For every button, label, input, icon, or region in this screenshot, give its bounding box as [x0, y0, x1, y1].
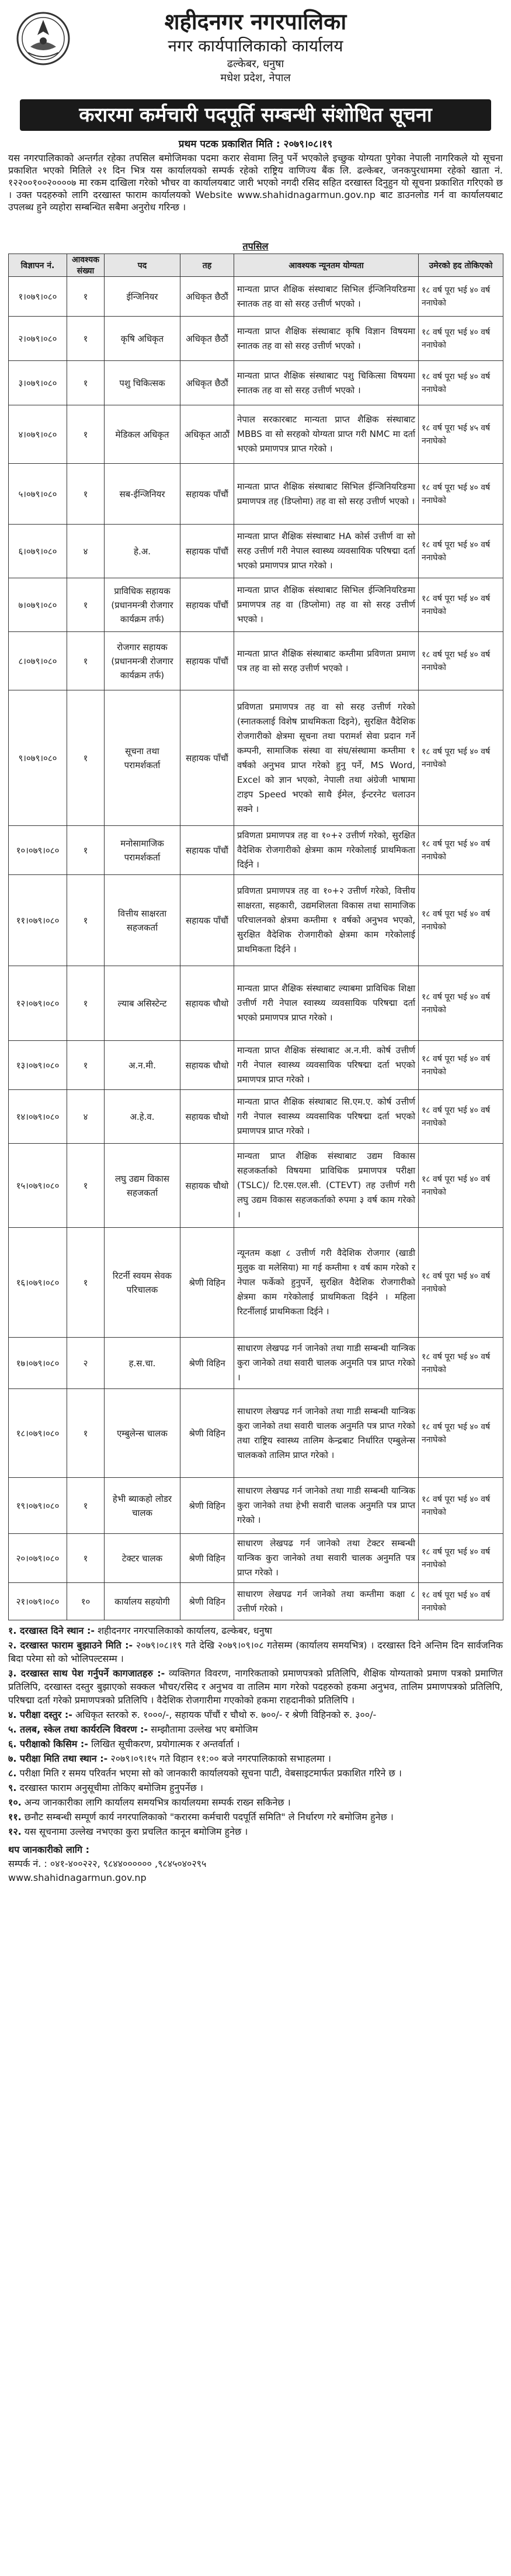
table-row: [9, 277, 503, 317]
condition-text: अन्य जानकारीका लागि कार्यालय समयभित्र कार्यालयमा सम्पर्क राख्न सकिनेछ ।: [21, 1797, 291, 1808]
office-name: नगर कार्यपालिकाको कार्यालय: [168, 36, 343, 55]
qualification-cell: मान्यता प्राप्त शैक्षिक संस्थाबाट सिभिल ईन्जिनियरिङमा स्नातक तह वा सो सरह उत्तीर्ण भएको ।: [234, 277, 419, 317]
header-cell: आवश्यक न्यूनतम योग्यता: [234, 254, 419, 277]
table-row: [9, 525, 503, 578]
qualification-cell: नेपाल सरकारबाट मान्यता प्राप्त शैक्षिक संस्थाबाट MBBS वा सो सरहको योग्यता प्राप्त गरी NMC मा दर्ता भएको प्रमाणपत्र प्राप्त गरेको ।: [234, 405, 419, 464]
post-cell: मनोसामाजिक परामर्शकर्ता: [105, 826, 180, 875]
qualification-cell: प्रविणता प्रमाणपत्र तह वा सो सरह उत्तीर्ण गरेको (स्नातकलाई विशेष प्राथमिकता दिइने), सुरक्षित वैदेशिक रोजगारीको क्षेत्रमा सूचना तथा परामर्श सेवा प्रदान गर्ने कम्पनी, सामाजिक संस्था वा संघ/संस्थामा कम्तीमा १ वर्षको अनुभव प्राप्त गरेको हुनु पर्ने, MS Word, Excel को ज्ञान भएको, नेपाली तथा अंग्रेजी भाषामा टाइप Speed भएको साथै ईमेल, ईन्टरनेट चलाउन सक्ने ।: [234, 690, 419, 826]
age-limit-cell: १८ वर्ष पूरा भई ४० वर्ष ननाघेको: [419, 1583, 503, 1620]
age-limit-cell: १८ वर्ष पूरा भई ४० वर्ष ननाघेको: [419, 525, 503, 578]
age-limit-cell: १८ वर्ष पूरा भई ४० वर्ष ननाघेको: [419, 277, 503, 317]
level-cell: सहायक पाँचौं: [180, 875, 234, 966]
condition-label: १०.: [8, 1797, 22, 1808]
level-cell: अधिकृत छैठौं: [180, 361, 234, 405]
table-row: [9, 1389, 503, 1478]
ad-number-cell: ६।०७९।०८०: [9, 525, 67, 578]
age-limit-cell: १८ वर्ष पूरा भई ४० वर्ष ननाघेको: [419, 1041, 503, 1090]
qualification-cell: मान्यता प्राप्त शैक्षिक संस्थाबाट कम्तीमा प्रविणता प्रमाण पत्र तह वा सो सरह उत्तीर्ण भएको ।: [234, 632, 419, 690]
condition-item: [8, 1825, 503, 1838]
condition-text: दरखास्त फाराम अनुसूचीमा तोकिए बमोजिम हुनुपर्नेछ ।: [16, 1782, 203, 1793]
level-cell: अधिकृत छैठौं: [180, 277, 234, 317]
level-cell: अधिकृत छैठौं: [180, 317, 234, 361]
condition-label: ११.: [8, 1811, 22, 1822]
condition-item: [8, 1810, 503, 1824]
ad-number-cell: ८।०७९।०८०: [9, 632, 67, 690]
count-cell: ४: [67, 525, 105, 578]
count-cell: ४: [67, 1090, 105, 1144]
condition-item: [8, 1781, 503, 1794]
condition-item: [8, 1796, 503, 1809]
qualification-cell: मान्यता प्राप्त शैक्षिक संस्थाबाट अ.न.मी. कोर्ष उत्तीर्ण गरी नेपाल स्वास्थ्य व्यवसायिक परिषद्मा दर्ता भएको प्रमाणपत्र प्राप्त गरेको ।: [234, 1041, 419, 1090]
header-cell: पद: [105, 254, 180, 277]
table-row: [9, 1478, 503, 1534]
contact-footer: [8, 1843, 503, 1885]
condition-item: [8, 1752, 503, 1765]
post-cell: पशु चिकित्सक: [105, 361, 180, 405]
post-cell: ह.स.चा.: [105, 1338, 180, 1389]
condition-label: ४. परीक्षा दस्तुर :-: [8, 1709, 72, 1720]
count-cell: १: [67, 1534, 105, 1583]
more-info-label: थप जानकारीको लागि :: [8, 1844, 90, 1855]
condition-text: अधिकृत स्तरको रु. १०००/-, सहायक पाँचौं र चौथो रु. ७००/- र श्रेणी विहिनको रु. ३००/-: [72, 1709, 377, 1720]
condition-item: [8, 1624, 503, 1637]
header-cell: उमेरको हद तोकिएको: [419, 254, 503, 277]
condition-label: ६. परीक्षाको किसिम :-: [8, 1738, 88, 1749]
condition-text: छनौट सम्बन्धी सम्पूर्ण कार्य नगरपालिकाको "करारमा कर्मचारी पदपूर्ति समिति" ले निर्धारण गरे बमोजिम हुनेछ ।: [21, 1811, 394, 1822]
post-cell: टेक्टर चालक: [105, 1534, 180, 1583]
post-cell: कार्यालय सहयोगी: [105, 1583, 180, 1620]
table-row: [9, 464, 503, 525]
post-cell: एम्बुलेन्स चालक: [105, 1389, 180, 1478]
table-row: [9, 361, 503, 405]
ad-number-cell: ५।०७९।०८०: [9, 464, 67, 525]
ad-number-cell: २०।०७९।०८०: [9, 1534, 67, 1583]
condition-label: ७. परीक्षा मिति तथा स्थान :-: [8, 1753, 108, 1764]
age-limit-cell: १८ वर्ष पूरा भई ४० वर्ष ननाघेको: [419, 1090, 503, 1144]
nepal-emblem-icon: [16, 12, 70, 65]
post-cell: हे.अ.: [105, 525, 180, 578]
condition-text: यस सूचनामा उल्लेख नभएका कुरा प्रचलित कानून बमोजिम हुनेछ ।: [21, 1826, 248, 1837]
table-row: [9, 875, 503, 966]
ad-number-cell: ११।०७९।०८०: [9, 875, 67, 966]
contact-numbers: सम्पर्क नं. : ०४१-४००२२२, ९८४४०००००० ,९८४५०४०२९५: [8, 1858, 207, 1869]
condition-item: [8, 1766, 503, 1780]
qualification-cell: मान्यता प्राप्त शैक्षिक संस्थाबाट कृषि विज्ञान विषयमा स्नातक तह वा सो सरह उत्तीर्ण भएको ।: [234, 317, 419, 361]
level-cell: श्रेणी विहिन: [180, 1534, 234, 1583]
table-row: [9, 578, 503, 632]
condition-label: २. दरखास्त फाराम बुझाउने मिति :-: [8, 1640, 133, 1651]
letterhead: [8, 8, 503, 96]
table-header-row: [9, 254, 503, 277]
schedule-title: तपसिल: [242, 241, 269, 252]
qualification-cell: मान्यता प्राप्त शैक्षिक संस्थाबाट सिभिल ईन्जिनियरिङमा प्रमाणपत्र तह वा (डिप्लोमा) तह वा सो सरह उत्तीर्ण भएको ।: [234, 578, 419, 632]
age-limit-cell: १८ वर्ष पूरा भई ४० वर्ष ननाघेको: [419, 1534, 503, 1583]
post-cell: रोजगार सहायक (प्रधानमन्त्री रोजगार कार्यक्रम तर्फ): [105, 632, 180, 690]
table-row: [9, 1583, 503, 1620]
header-cell: आवश्यक संख्या: [67, 254, 105, 277]
table-row: [9, 1338, 503, 1389]
ad-number-cell: १४।०७९।०८०: [9, 1090, 67, 1144]
condition-text: शहीदनगर नगरपालिकाको कार्यालय, ढल्केबर, धनुषा: [95, 1625, 272, 1636]
count-cell: १: [67, 1389, 105, 1478]
qualification-cell: साधारण लेखपढ गर्न जानेको तथा गाडी सम्बन्धी यान्त्रिक कुरा जानेको तथा हेभी सवारी चालक अनुमति पत्र प्राप्त गरेको ।: [234, 1478, 419, 1534]
qualification-cell: मान्यता प्राप्त शैक्षिक संस्थाबाट सिभिल ईन्जिनियरिङमा प्रमाणपत्र तह (डिप्लोमा) तह वा सो सरह उत्तीर्ण भएको ।: [234, 464, 419, 525]
level-cell: सहायक चौथो: [180, 1090, 234, 1144]
ad-number-cell: १७।०७९।०८०: [9, 1338, 67, 1389]
vacancy-rows: [9, 277, 503, 1620]
condition-item: [8, 1708, 503, 1721]
level-cell: सहायक पाँचौं: [180, 464, 234, 525]
count-cell: १: [67, 1228, 105, 1338]
count-cell: १: [67, 632, 105, 690]
publication-date: प्रथम पटक प्रकाशित मिति : २०७९।०८।१९: [178, 138, 333, 150]
qualification-cell: मान्यता प्राप्त शैक्षिक संस्थाबाट पशु चिकित्सा विषयमा स्नातक तह वा सो सरह उत्तीर्ण भएको ।: [234, 361, 419, 405]
condition-label: १. दरखास्त दिने स्थान :-: [8, 1625, 95, 1636]
count-cell: १: [67, 464, 105, 525]
count-cell: १: [67, 826, 105, 875]
level-cell: श्रेणी विहिन: [180, 1389, 234, 1478]
qualification-cell: मान्यता प्राप्त शैक्षिक संस्थाबाट उद्यम विकास सहजकर्ताको विषयमा प्राविधिक प्रमाणपत्र परीक्षा (TSLC)/ टि.एस.एल.सी. (CTEVT) तह उत्तीर्ण गरी लघु उद्यम विकास सहजकर्ताको रुपमा ३ वर्ष काम गरेको ।: [234, 1144, 419, 1228]
count-cell: १: [67, 1478, 105, 1534]
post-cell: कृषि अधिकृत: [105, 317, 180, 361]
count-cell: १: [67, 317, 105, 361]
level-cell: अधिकृत आठौं: [180, 405, 234, 464]
vacancy-table: [8, 254, 503, 1620]
age-limit-cell: १८ वर्ष पूरा भई ४० वर्ष ननाघेको: [419, 361, 503, 405]
age-limit-cell: १८ वर्ष पूरा भई ४० वर्ष ननाघेको: [419, 464, 503, 525]
qualification-cell: न्यूनतम कक्षा ८ उत्तीर्ण गरी वैदेशिक रोजगार (खाडी मुलुक वा मलेसिया) मा गई कम्तीमा १ वर्ष काम गरेको र नेपाल फर्केको हुनुपर्ने, सुरक्षित वैदेशिक रोजगारीको क्षेत्रमा काम गरेकोलाई प्राथमिकता दिईने । महिला रिटर्नीलाई प्राथमिकता दिईने ।: [234, 1228, 419, 1338]
table-row: [9, 1041, 503, 1090]
province-name: मधेश प्रदेश, नेपाल: [220, 72, 291, 84]
table-row: [9, 1144, 503, 1228]
age-limit-cell: १८ वर्ष पूरा भई ४० वर्ष ननाघेको: [419, 690, 503, 826]
post-cell: हेभी ब्याकहो लोडर चालक: [105, 1478, 180, 1534]
website-link[interactable]: www.shahidnagarmun.gov.np: [8, 1872, 147, 1883]
post-cell: रिटर्नी स्वयम सेवक परिचालक: [105, 1228, 180, 1338]
age-limit-cell: १८ वर्ष पूरा भई ४० वर्ष ननाघेको: [419, 1144, 503, 1228]
qualification-cell: मान्यता प्राप्त शैक्षिक संस्थाबाट ल्याबमा प्राविधिक शिक्षा उत्तीर्ण गरी नेपाल स्वास्थ्य व्यवसायिक परिषद्मा दर्ता भएको प्रमाणपत्र प्राप्त गरेको ।: [234, 966, 419, 1041]
age-limit-cell: १८ वर्ष पूरा भई ४० वर्ष ननाघेको: [419, 1478, 503, 1534]
condition-label: ३. दरखास्त साथ पेश गर्नुपर्ने कागजातहरु :-: [8, 1668, 165, 1679]
post-cell: वित्तीय साक्षरता सहजकर्ता: [105, 875, 180, 966]
qualification-cell: प्रविणता प्रमाणपत्र तह वा १०+२ उत्तीर्ण गरेको, वित्तीय साक्षरता, सहकारी, उद्यमशिलता विकास तथा सामाजिक परिचालनको क्षेत्रमा कम्तीमा १ वर्षको अनुभव भएको, सुरक्षित वैदेशिक रोजगारीको क्षेत्रमा काम गरेकोलाई प्राथमिकता दिईने ।: [234, 875, 419, 966]
age-limit-cell: १८ वर्ष पूरा भई ४० वर्ष ननाघेको: [419, 1389, 503, 1478]
table-row: [9, 1228, 503, 1338]
post-cell: अ.हे.व.: [105, 1090, 180, 1144]
condition-label: ९.: [8, 1782, 17, 1793]
age-limit-cell: १८ वर्ष पूरा भई ४० वर्ष ननाघेको: [419, 632, 503, 690]
age-limit-cell: १८ वर्ष पूरा भई ४० वर्ष ननाघेको: [419, 578, 503, 632]
ad-number-cell: १८।०७९।०८०: [9, 1389, 67, 1478]
ad-number-cell: १५।०७९।०८०: [9, 1144, 67, 1228]
level-cell: सहायक पाँचौं: [180, 632, 234, 690]
table-row: [9, 1534, 503, 1583]
count-cell: १: [67, 1041, 105, 1090]
age-limit-cell: १८ वर्ष पूरा भई ४० वर्ष ननाघेको: [419, 1228, 503, 1338]
post-cell: सब-ईन्जिनियर: [105, 464, 180, 525]
count-cell: १: [67, 578, 105, 632]
ad-number-cell: ४।०७९।०८०: [9, 405, 67, 464]
condition-text: परीक्षा मिति र समय परिवर्तन भएमा सो को जानकारी कार्यालयको सूचना पाटी, वेबसाइटमार्फत प्रकाशित गरिने छ ।: [16, 1768, 402, 1779]
table-row: [9, 632, 503, 690]
condition-text: लिखित सूचीकरण, प्रयोगात्मक र अन्तर्वार्ता ।: [88, 1738, 240, 1749]
count-cell: १: [67, 875, 105, 966]
notice-conditions: [8, 1624, 503, 1838]
ad-number-cell: १६।०७९।०८०: [9, 1228, 67, 1338]
ad-number-cell: २।०७९।०८०: [9, 317, 67, 361]
level-cell: सहायक पाँचौं: [180, 826, 234, 875]
count-cell: १०: [67, 1583, 105, 1620]
table-row: [9, 826, 503, 875]
table-row: [9, 966, 503, 1041]
table-row: [9, 1090, 503, 1144]
level-cell: श्रेणी विहिन: [180, 1228, 234, 1338]
level-cell: सहायक पाँचौं: [180, 578, 234, 632]
condition-label: ५. तलब, स्केल तथा कार्यरत्नि विवरण :-: [8, 1724, 148, 1735]
header-cell: विज्ञापन नं.: [9, 254, 67, 277]
post-cell: मेडिकल अधिकृत: [105, 405, 180, 464]
condition-item: [8, 1638, 503, 1665]
level-cell: श्रेणी विहिन: [180, 1583, 234, 1620]
condition-item: [8, 1723, 503, 1736]
age-limit-cell: १८ वर्ष पूरा भई ४० वर्ष ननाघेको: [419, 826, 503, 875]
ad-number-cell: १।०७९।०८०: [9, 277, 67, 317]
post-cell: ल्याब असिस्टेन्ट: [105, 966, 180, 1041]
level-cell: सहायक चौथो: [180, 1041, 234, 1090]
table-row: [9, 317, 503, 361]
count-cell: १: [67, 690, 105, 826]
post-cell: सूचना तथा परामर्शकर्ता: [105, 690, 180, 826]
post-cell: प्राविधिक सहायक (प्रधानमन्त्री रोजगार कार्यक्रम तर्फ): [105, 578, 180, 632]
ad-number-cell: ३।०७९।०८०: [9, 361, 67, 405]
condition-item: [8, 1737, 503, 1751]
qualification-cell: प्रविणता प्रमाणपत्र तह वा १०+२ उत्तीर्ण गरेको, सुरक्षित वैदेशिक रोजगारीको क्षेत्रमा काम गरेकोलाई प्राथमिकता दिईने ।: [234, 826, 419, 875]
notice-banner: करारमा कर्मचारी पदपूर्ति सम्बन्धी संशोधित सूचना: [20, 99, 491, 131]
ad-number-cell: ७।०७९।०८०: [9, 578, 67, 632]
ad-number-cell: १२।०७९।०८०: [9, 966, 67, 1041]
ad-number-cell: ९।०७९।०८०: [9, 690, 67, 826]
qualification-cell: साधारण लेखपढ गर्न जानेको तथा टेक्टर सम्बन्धी यान्त्रिक कुरा जानेको तथा सवारी चालक अनुमति पत्र प्राप्त गरेको ।: [234, 1534, 419, 1583]
condition-item: [8, 1667, 503, 1707]
ad-number-cell: १०।०७९।०८०: [9, 826, 67, 875]
header-cell: तह: [180, 254, 234, 277]
ad-number-cell: १९।०७९।०८०: [9, 1478, 67, 1534]
level-cell: सहायक चौथो: [180, 1144, 234, 1228]
condition-text: २०७९।०९।१५ गते विहान ११:०० बजे नगरपालिकाको सभाहलमा ।: [107, 1753, 331, 1764]
qualification-cell: साधारण लेखपढ गर्न जानेको तथा कम्तीमा कक्षा ८ उत्तीर्ण गरेको ।: [234, 1583, 419, 1620]
count-cell: १: [67, 966, 105, 1041]
level-cell: श्रेणी विहिन: [180, 1478, 234, 1534]
level-cell: श्रेणी विहिन: [180, 1338, 234, 1389]
condition-text: सम्झौतामा उल्लेख भए बमोजिम: [148, 1724, 258, 1735]
condition-label: ८.: [8, 1768, 17, 1779]
municipality-name: शहीदनगर नगरपालिका: [164, 9, 347, 34]
post-cell: ईन्जिनियर: [105, 277, 180, 317]
ad-number-cell: १३।०७९।०८०: [9, 1041, 67, 1090]
qualification-cell: मान्यता प्राप्त शैक्षिक संस्थाबाट सि.एम.ए. कोर्ष उत्तीर्ण गरी नेपाल स्वास्थ्य व्यवसायिक परिषद्मा दर्ता भएको प्रमाणपत्र प्राप्त गरेको ।: [234, 1090, 419, 1144]
count-cell: १: [67, 361, 105, 405]
age-limit-cell: १८ वर्ष पूरा भई ४० वर्ष ननाघेको: [419, 966, 503, 1041]
qualification-cell: साधारण लेखपढ गर्न जानेको तथा गाडी सम्बन्धी यान्त्रिक कुरा जानेको तथा सवारी चालक अनुमति पत्र प्राप्त गरेको ।: [234, 1338, 419, 1389]
table-row: [9, 405, 503, 464]
ad-number-cell: २१।०७९।०८०: [9, 1583, 67, 1620]
level-cell: सहायक पाँचौं: [180, 690, 234, 826]
age-limit-cell: १८ वर्ष पूरा भई ४० वर्ष ननाघेको: [419, 1338, 503, 1389]
age-limit-cell: १८ वर्ष पूरा भई ४० वर्ष ननाघेको: [419, 875, 503, 966]
age-limit-cell: १८ वर्ष पूरा भई ४५ वर्ष ननाघेको: [419, 405, 503, 464]
intro-paragraph: यस नगरपालिकाको अन्तर्गत रहेका तपसिल बमोजिमका पदमा करार सेवामा लिनु पर्ने भएकोले इच्छुक योग्यता पुगेका नेपाली नागरिकले यो सूचना प्रकाशित भएको मितिले २१ दिन भित्र यस कार्यालयको सम्पर्क रहेको राष्ट्रिय वाणिज्य बैंक लि. ढल्केबर, जनकपुरधाममा रहेको खाता नं. १२२००१००२००००७ मा रकम दाखिला गरेको भौचर वा कार्यालयबाट जारी भएको नगदी रसिद सहित दरखास्त दिनुहुन यो सूचना प्रकाशित गरिएको छ । उक्त पदहरुको लागि दरखास्त फाराम कार्यालयको Website www.shahidnagarmun.gov.np बाट डाउनलोड गर्न वा कार्यालयबाट उपलब्ध हुने व्यहोरा सम्बन्धित सबैमा अनुरोध गरिन्छ ।: [8, 152, 503, 213]
office-address: ढल्केबर, धनुषा: [227, 58, 284, 70]
qualification-cell: साधारण लेखपढ गर्न जानेको तथा गाडी सम्बन्धी यान्त्रिक कुरा जानेको तथा सवारी चालक अनुमति पत्र प्राप्त गरेको तथा राष्ट्रिय स्वास्थ्य तालिम केन्द्रबाट निर्धारित एम्बुलेन्स चालकको तालिम प्राप्त गरेको ।: [234, 1389, 419, 1478]
level-cell: सहायक चौथो: [180, 966, 234, 1041]
post-cell: अ.न.मी.: [105, 1041, 180, 1090]
condition-text: व्यक्तिगत विवरण, नागरिकताको प्रमाणपत्रको प्रतिलिपि, शैक्षिक योग्यताको प्रमाण पत्रको प्रमाणित प्रतिलिपि, दरखास्त दस्तुर बुझाएको सक्कल भौचर/रसिद र अनुभव वा तालिम माग गरेको पदहरुको हकमा अनुभव, तालिम प्रमाणपत्रको प्रतिलिपि, परिषद्मा दर्ता गरेको प्रमाणपत्रको प्रतिलिपि । वैदेशिक रोजगारीमा गएकोको हकमा राहदानीको प्रतिलिपि ।: [8, 1668, 503, 1706]
table-row: [9, 690, 503, 826]
count-cell: १: [67, 277, 105, 317]
condition-label: १२.: [8, 1826, 22, 1837]
qualification-cell: मान्यता प्राप्त शैक्षिक संस्थाबाट HA कोर्स उत्तीर्ण वा सो सरह उत्तीर्ण गरी नेपाल स्वास्थ्य व्यवसायिक परिषद्मा दर्ता भएको प्रमाणपत्र प्राप्त गरेको ।: [234, 525, 419, 578]
age-limit-cell: १८ वर्ष पूरा भई ४० वर्ष ननाघेको: [419, 317, 503, 361]
level-cell: सहायक पाँचौं: [180, 525, 234, 578]
count-cell: १: [67, 405, 105, 464]
count-cell: १: [67, 1144, 105, 1228]
post-cell: लघु उद्यम विकास सहजकर्ता: [105, 1144, 180, 1228]
count-cell: २: [67, 1338, 105, 1389]
condition-text: २०७९।०८।१९ गते देखि २०७९।०९।०८ गतेसम्म (कार्यालय समयभित्र) । दरखास्त दिने अन्तिम दिन सार्वजनिक बिदा परेमा सो को भोलिपल्टसम्म ।: [8, 1640, 503, 1664]
